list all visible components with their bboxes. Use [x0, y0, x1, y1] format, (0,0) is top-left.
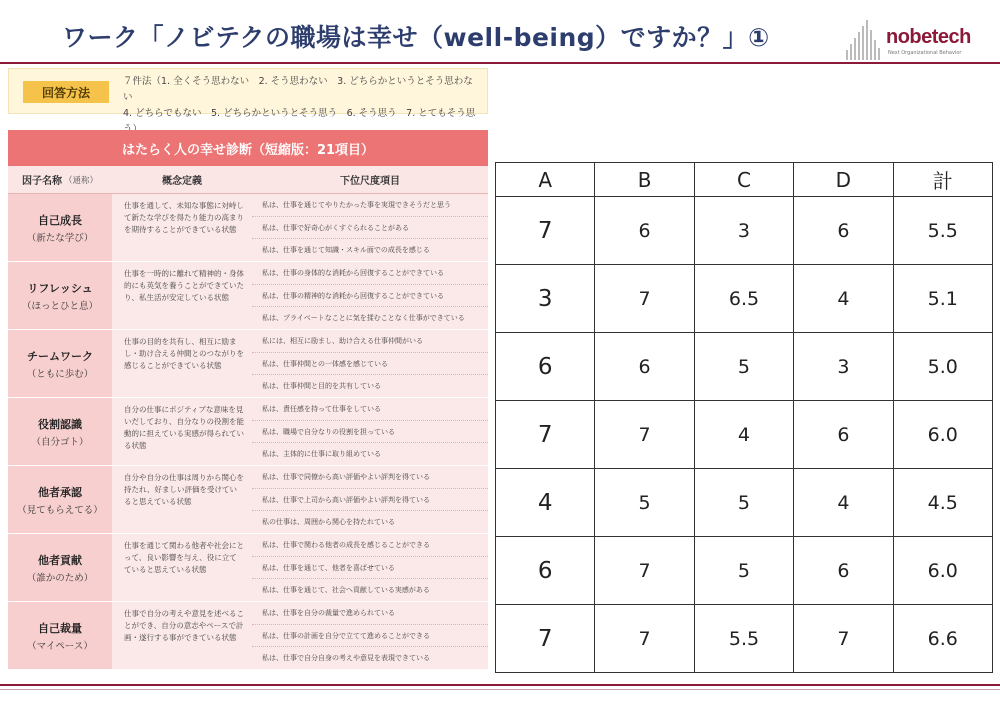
score-row: [496, 469, 993, 537]
survey-item: 私は、仕事で自分自身の考えや意見を表現できている: [262, 654, 430, 663]
survey-rows: [8, 194, 488, 670]
survey-row: [8, 194, 488, 262]
survey-item: 私は、仕事の精神的な消耗から回復することができている: [252, 285, 488, 308]
score-cell-total: 5.1: [893, 265, 992, 333]
factor-cell: [8, 398, 112, 465]
score-cell-d: 3: [794, 333, 893, 401]
brand-logo: [844, 20, 984, 60]
score-row: [496, 537, 993, 605]
factor-alias: （マイペース）: [27, 640, 93, 652]
score-cell-c: 3: [694, 197, 793, 265]
factor-alias: （ともに歩む）: [26, 368, 94, 380]
answer-method-line: ７件法（1. 全くそう思わない 2. そう思わない 3. どちらかというとそう思わない: [123, 76, 473, 103]
survey-item: 私は、仕事の身体的な消耗から回復することができている: [252, 262, 488, 285]
header-factor: [8, 166, 112, 193]
survey-row: [8, 262, 488, 330]
score-row: [496, 333, 993, 401]
survey-item: 私は、仕事を自分の裁量で進められている: [252, 602, 488, 625]
factor-items: [252, 194, 488, 261]
header-definition: 概念定義: [162, 176, 202, 187]
factor-items: [252, 534, 488, 601]
survey-item: 私は、仕事を通じて、社会へ貢献している実感がある: [262, 586, 430, 595]
score-row: [496, 605, 993, 673]
factor-definition: 自分や自分の仕事は周りから関心を持たれ、好ましい評価を受けていると思えている状態: [112, 466, 252, 533]
score-cell-a: 6: [496, 333, 595, 401]
factor-name: 他者貢献: [38, 553, 82, 567]
answer-method-text: [123, 74, 481, 138]
factor-alias: （新たな学び）: [26, 232, 94, 244]
factor-cell: [8, 330, 112, 397]
score-table: [495, 162, 993, 673]
score-cell-d: 4: [794, 265, 893, 333]
survey-row: [8, 330, 488, 398]
factor-cell: [8, 194, 112, 261]
survey-item: 私は、仕事を通じて知識・スキル面での成長を感じる: [262, 246, 430, 255]
factor-items: [252, 262, 488, 329]
score-header-b: B: [595, 163, 694, 197]
score-cell-a: 7: [496, 197, 595, 265]
score-cell-b: 7: [595, 265, 694, 333]
survey-table: [8, 130, 488, 670]
factor-items: [252, 602, 488, 669]
factor-items: [252, 466, 488, 533]
score-body: [496, 197, 993, 673]
factor-name: リフレッシュ: [27, 281, 93, 295]
survey-row: [8, 398, 488, 466]
factor-items: [252, 330, 488, 397]
answer-method-box: [8, 68, 488, 119]
score-cell-total: 5.5: [893, 197, 992, 265]
score-cell-total: 6.0: [893, 401, 992, 469]
score-cell-total: 6.0: [893, 537, 992, 605]
page-title: ワーク「ノビテクの職場は幸せ（well-being）ですか？」①: [62, 23, 770, 52]
survey-item: 私は、責任感を持って仕事をしている: [252, 398, 488, 421]
survey-item: 私は、仕事で上司から高い評価やよい評判を得ている: [252, 489, 488, 512]
score-cell-b: 7: [595, 537, 694, 605]
factor-name: 自己成長: [38, 213, 82, 227]
header-factor-note: （通称）: [63, 175, 98, 186]
score-cell-d: 4: [794, 469, 893, 537]
factor-definition: 仕事を通して、未知な事態に対峙して新たな学びを得たり能力の高まりを期待することができている状態: [112, 194, 252, 261]
brand-name: nobetech: [886, 26, 971, 48]
survey-item: 私は、プライベートなことに気を揉むことなく仕事ができている: [262, 314, 465, 323]
header-factor-label: 因子名称: [21, 176, 62, 187]
factor-definition: 自分の仕事にポジティブな意味を見いだしており、自分なりの役割を能動的に担えている実感が得られている状態: [112, 398, 252, 465]
survey-item: 私は、仕事仲間と目的を共有している: [262, 382, 381, 391]
survey-item: 私は、仕事で同僚から高い評価やよい評判を得ている: [252, 466, 488, 489]
score-cell-b: 6: [595, 333, 694, 401]
header-divider: [0, 62, 1000, 64]
score-cell-a: 4: [496, 469, 595, 537]
survey-item: 私は、職場で自分なりの役割を担っている: [252, 421, 488, 444]
score-cell-a: 3: [496, 265, 595, 333]
score-cell-a: 6: [496, 537, 595, 605]
brand-tagline: Next Organizational Behavior: [888, 50, 962, 56]
score-header-d: D: [794, 163, 893, 197]
factor-name: 他者承認: [38, 485, 82, 499]
score-cell-c: 6.5: [694, 265, 793, 333]
factor-name: チームワーク: [27, 349, 93, 363]
answer-method-label: 回答方法: [23, 81, 109, 103]
logo-bars-icon: [844, 20, 884, 60]
footer-divider: [0, 684, 1000, 686]
score-cell-total: 5.0: [893, 333, 992, 401]
factor-definition: 仕事の目的を共有し、相互に励まし・助け合える仲間とのつながりを感じることができている状態: [112, 330, 252, 397]
score-cell-a: 7: [496, 401, 595, 469]
factor-definition: 仕事を通じて関わる他者や社会にとって、良い影響を与え、役に立てていると思えている状態: [112, 534, 252, 601]
header-items: 下位尺度項目: [340, 176, 400, 187]
score-cell-d: 6: [794, 537, 893, 605]
survey-item: 私は、仕事を通じて、他者を喜ばせている: [252, 557, 488, 580]
survey-header-row: [8, 166, 488, 194]
score-cell-total: 6.6: [893, 605, 992, 673]
score-cell-d: 6: [794, 197, 893, 265]
score-header-c: C: [694, 163, 793, 197]
score-header-total: 計: [893, 163, 992, 197]
survey-item: 私の仕事は、周囲から関心を持たれている: [262, 518, 395, 527]
score-cell-d: 7: [794, 605, 893, 673]
survey-item: 私は、仕事を通じてやりたかった事を実現できそうだと思う: [252, 194, 488, 217]
factor-cell: [8, 534, 112, 601]
score-row: [496, 401, 993, 469]
survey-item: 私には、相互に励まし、助け合える仕事仲間がいる: [252, 330, 488, 353]
score-row: [496, 197, 993, 265]
factor-alias: （自分ゴト）: [31, 436, 89, 448]
factor-name: 自己裁量: [38, 621, 82, 635]
score-cell-c: 4: [694, 401, 793, 469]
score-cell-c: 5: [694, 333, 793, 401]
score-cell-c: 5: [694, 537, 793, 605]
factor-items: [252, 398, 488, 465]
score-header-a: A: [496, 163, 595, 197]
survey-title: はたらく人の幸せ診断（短縮版：21項目）: [8, 130, 488, 166]
score-cell-d: 6: [794, 401, 893, 469]
factor-alias: （見てもらえてる）: [17, 504, 103, 516]
survey-item: 私は、仕事で関わる他者の成長を感じることができる: [252, 534, 488, 557]
score-row: [496, 265, 993, 333]
factor-cell: [8, 262, 112, 329]
score-cell-c: 5: [694, 469, 793, 537]
survey-item: 私は、主体的に仕事に取り組めている: [262, 450, 381, 459]
survey-item: 私は、仕事仲間との一体感を感じている: [252, 353, 488, 376]
score-cell-c: 5.5: [694, 605, 793, 673]
score-cell-b: 6: [595, 197, 694, 265]
factor-alias: （誰かのため）: [26, 572, 94, 584]
survey-item: 私は、仕事で好奇心がくすぐられることがある: [252, 217, 488, 240]
survey-item: 私は、仕事の計画を自分で立てて進めることができる: [252, 625, 488, 648]
answer-method-line: 4. どちらでもない 5. どちらかというとそう思う 6. そう思う 7. とてもそう思: [123, 108, 476, 119]
factor-cell: [8, 602, 112, 669]
footer-divider-thin: [0, 689, 1000, 690]
factor-definition: 仕事を一時的に離れて精神的・身体的にも英気を養うことができていたり、私生活が安定している状態: [112, 262, 252, 329]
score-cell-b: 5: [595, 469, 694, 537]
score-cell-b: 7: [595, 401, 694, 469]
factor-definition: 仕事で自分の考えや意見を述べることができ、自分の意志やペースで計画・遂行する事ができている状態: [112, 602, 252, 669]
survey-row: [8, 534, 488, 602]
score-cell-a: 7: [496, 605, 595, 673]
survey-row: [8, 602, 488, 670]
score-header-row: [496, 163, 993, 197]
factor-alias: （ほっとひと息）: [21, 300, 98, 312]
score-cell-total: 4.5: [893, 469, 992, 537]
survey-row: [8, 466, 488, 534]
factor-name: 役割認識: [38, 417, 82, 431]
score-cell-b: 7: [595, 605, 694, 673]
factor-cell: [8, 466, 112, 533]
